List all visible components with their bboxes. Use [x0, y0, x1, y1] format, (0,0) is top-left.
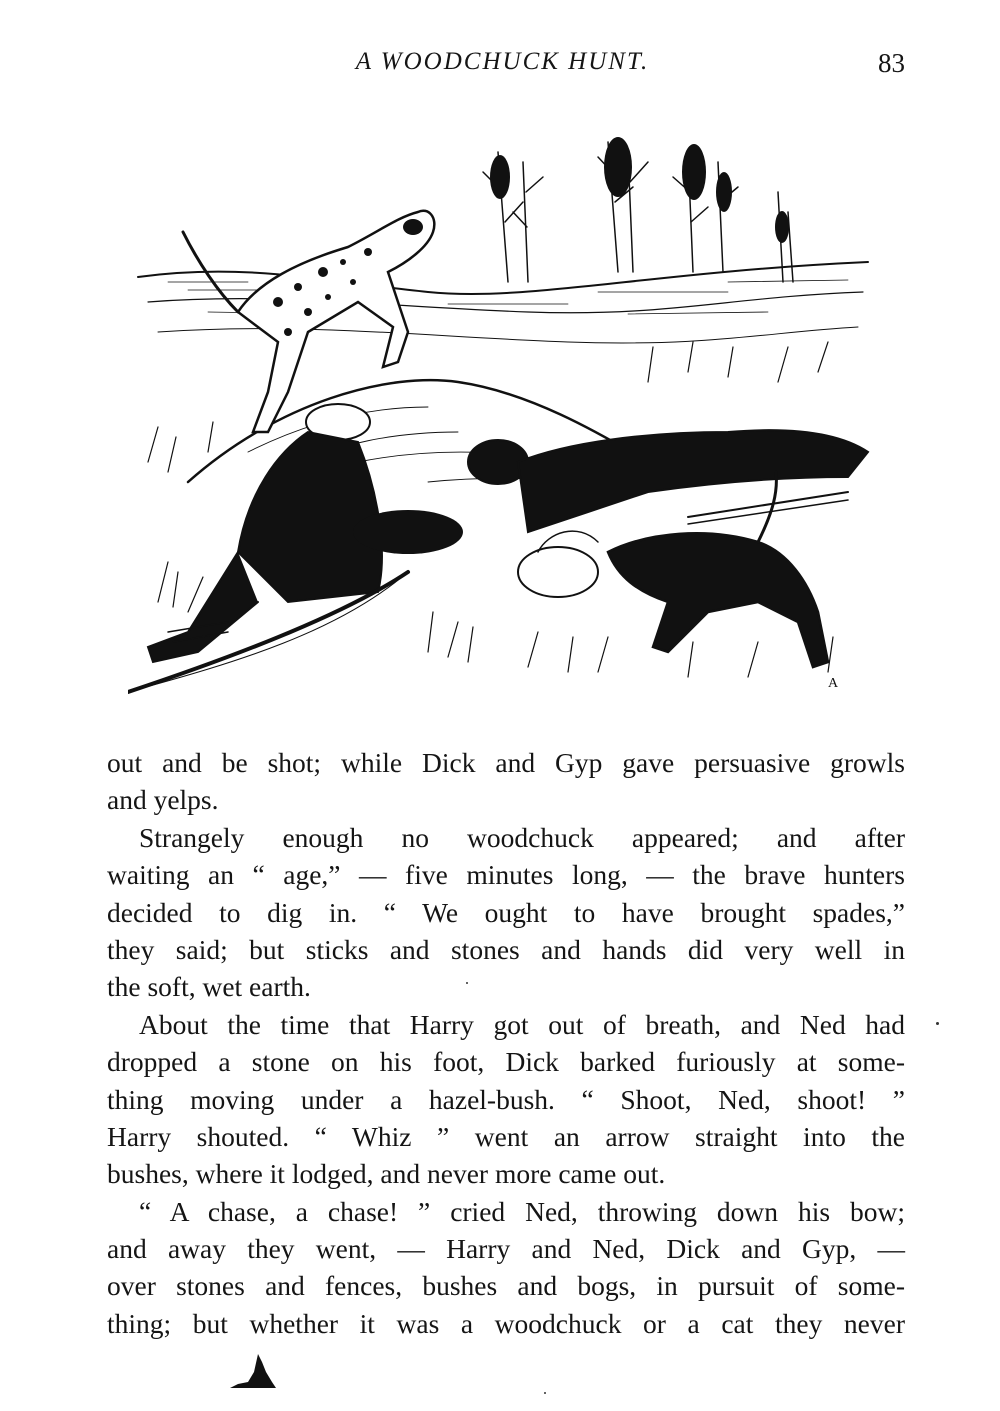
- page-number: 83: [878, 48, 905, 78]
- illustration-signature: A: [828, 676, 839, 691]
- text-line: thing; but whether it was a woodchuck or a cat they never: [107, 1307, 905, 1339]
- text-line: they said; but sticks and stones and hands did very well in: [107, 933, 905, 965]
- text-line: and away they went, — Harry and Ned, Dick and Gyp, —: [107, 1233, 905, 1265]
- running-title: A WOODCHUCK HUNT.: [355, 48, 650, 75]
- text-line: thing moving under a hazel-bush. “ Shoot, Ned, shoot! ”: [107, 1083, 905, 1115]
- text-line: Harry shouted. “ Whiz ” went an arrow straight into the: [107, 1120, 905, 1152]
- text-line: the soft, wet earth.: [107, 971, 311, 1003]
- body-text: [107, 744, 905, 1342]
- text-line: waiting an “ age,” — five minutes long, — the brave hunters: [107, 859, 905, 891]
- text-line: dropped a stone on his foot, Dick barked furiously at some-: [107, 1046, 905, 1078]
- text-line: decided to dig in. “ We ought to have brought spades,”: [107, 896, 905, 928]
- paper-speck: [544, 1392, 546, 1394]
- page-header: [100, 48, 905, 88]
- text-line: out and be shot; while Dick and Gyp gave persuasive growls: [107, 747, 905, 778]
- text-line: About the time that Harry got out of breath, and Ned had: [139, 1008, 905, 1040]
- paper-speck: [466, 982, 468, 984]
- paper-speck: [936, 1022, 939, 1025]
- woodchuck-hunt-engraving: [128, 132, 878, 702]
- text-line: bushes, where it lodged, and never more came out.: [107, 1158, 666, 1190]
- text-line: and yelps.: [107, 784, 219, 816]
- text-line: over stones and fences, bushes and bogs, in pursuit of some-: [107, 1270, 905, 1302]
- text-line: “ A chase, a chase! ” cried Ned, throwing down his bow;: [139, 1195, 905, 1227]
- text-line: Strangely enough no woodchuck appeared; and after: [139, 821, 905, 853]
- printer-ornament: [228, 1352, 278, 1392]
